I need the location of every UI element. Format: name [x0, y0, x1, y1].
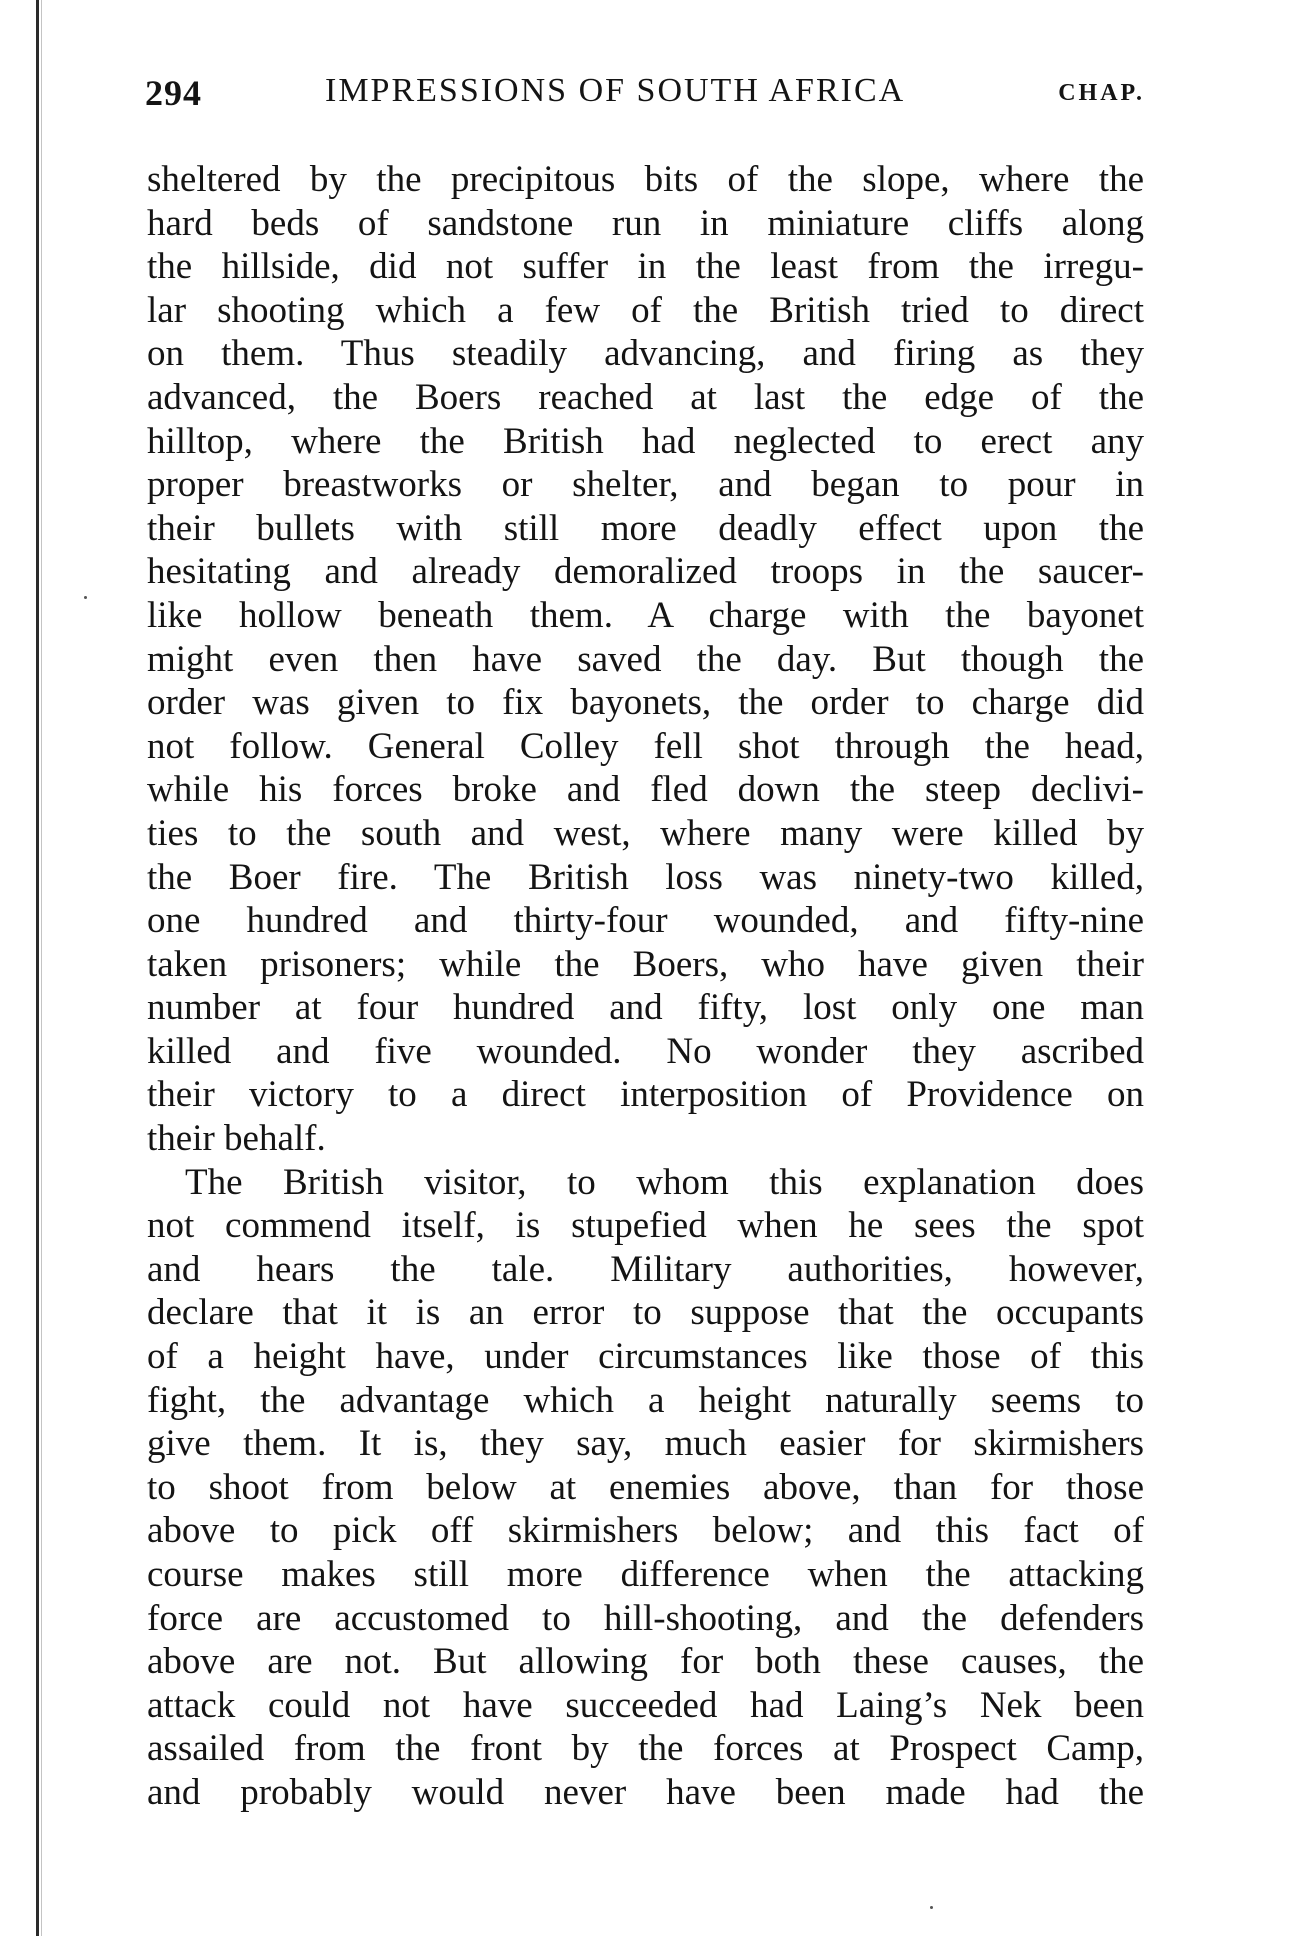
- text-line: to shoot from below at enemies above, than for those: [147, 1466, 1144, 1508]
- text-line: while his forces broke and fled down the steep declivi-: [147, 769, 1144, 811]
- text-line: like hollow beneath them. A charge with the bayonet: [147, 594, 1144, 636]
- text-line: fight, the advantage which a height naturally seems to: [147, 1379, 1144, 1421]
- text-line: sheltered by the precipitous bits of the slope, where the: [147, 159, 1144, 200]
- text-line: hard beds of sandstone run in miniature cliffs along: [147, 202, 1144, 244]
- text-line: on them. Thus steadily advancing, and firing as they: [147, 333, 1144, 375]
- text-line: killed and five wounded. No wonder they ascribed: [147, 1030, 1144, 1072]
- text-line: ties to the south and west, where many were killed by: [147, 812, 1144, 854]
- body-text: [147, 158, 1144, 1815]
- running-header: [145, 72, 1145, 122]
- text-line: number at four hundred and fifty, lost only one man: [147, 987, 1144, 1029]
- scan-speck: [930, 1906, 933, 1909]
- text-line: their victory to a direct interposition of Providence on: [147, 1074, 1144, 1116]
- text-line: above are not. But allowing for both these causes, the: [147, 1641, 1144, 1683]
- text-line: order was given to fix bayonets, the order to charge did: [147, 682, 1144, 724]
- text-line: lar shooting which a few of the British tried to direct: [147, 289, 1144, 331]
- text-line: not commend itself, is stupefied when he sees the spot: [147, 1205, 1144, 1247]
- text-line: the Boer fire. The British loss was ninety-two killed,: [147, 856, 1144, 898]
- paragraph: [147, 1161, 1144, 1815]
- book-title: IMPRESSIONS OF SOUTH AFRICA: [325, 72, 906, 109]
- page-number: 294: [145, 73, 202, 113]
- text-line: hesitating and already demoralized troops in the saucer-: [147, 551, 1144, 593]
- paragraph: [147, 158, 1144, 1161]
- scan-edge-line: [36, 0, 39, 1936]
- text-line: one hundred and thirty-four wounded, and fifty-nine: [147, 900, 1144, 942]
- text-line: their behalf.: [147, 1118, 326, 1160]
- text-line: above to pick off skirmishers below; and this fact of: [147, 1510, 1144, 1552]
- text-line: declare that it is an error to suppose that the occupants: [147, 1292, 1144, 1334]
- text-line: attack could not have succeeded had Laing’s Nek been: [147, 1684, 1144, 1726]
- text-line: course makes still more difference when the attacking: [147, 1554, 1144, 1595]
- chapter-label: CHAP.: [1058, 80, 1145, 106]
- text-line: their bullets with still more deadly effect upon the: [147, 507, 1144, 549]
- text-line: and hears the tale. Military authorities, however,: [147, 1248, 1144, 1290]
- scan-edge-shadow: [41, 0, 42, 1936]
- text-line: taken prisoners; while the Boers, who have given their: [147, 943, 1144, 985]
- text-line: The British visitor, to whom this explanation does: [185, 1161, 1144, 1203]
- text-line: of a height have, under circumstances like those of this: [147, 1336, 1144, 1378]
- text-line: and probably would never have been made had the: [147, 1771, 1144, 1813]
- text-line: not follow. General Colley fell shot through the head,: [147, 725, 1144, 767]
- text-line: give them. It is, they say, much easier for skirmishers: [147, 1423, 1144, 1465]
- text-line: assailed from the front by the forces at Prospect Camp,: [147, 1728, 1144, 1770]
- text-line: advanced, the Boers reached at last the edge of the: [147, 376, 1144, 418]
- text-line: might even then have saved the day. But though the: [147, 638, 1144, 680]
- text-line: hilltop, where the British had neglected to erect any: [147, 420, 1144, 462]
- text-line: proper breastworks or shelter, and began to pour in: [147, 464, 1144, 506]
- text-line: the hillside, did not suffer in the least from the irregu-: [147, 246, 1144, 288]
- scan-speck: [84, 596, 87, 599]
- text-line: force are accustomed to hill-shooting, and the defenders: [147, 1597, 1144, 1639]
